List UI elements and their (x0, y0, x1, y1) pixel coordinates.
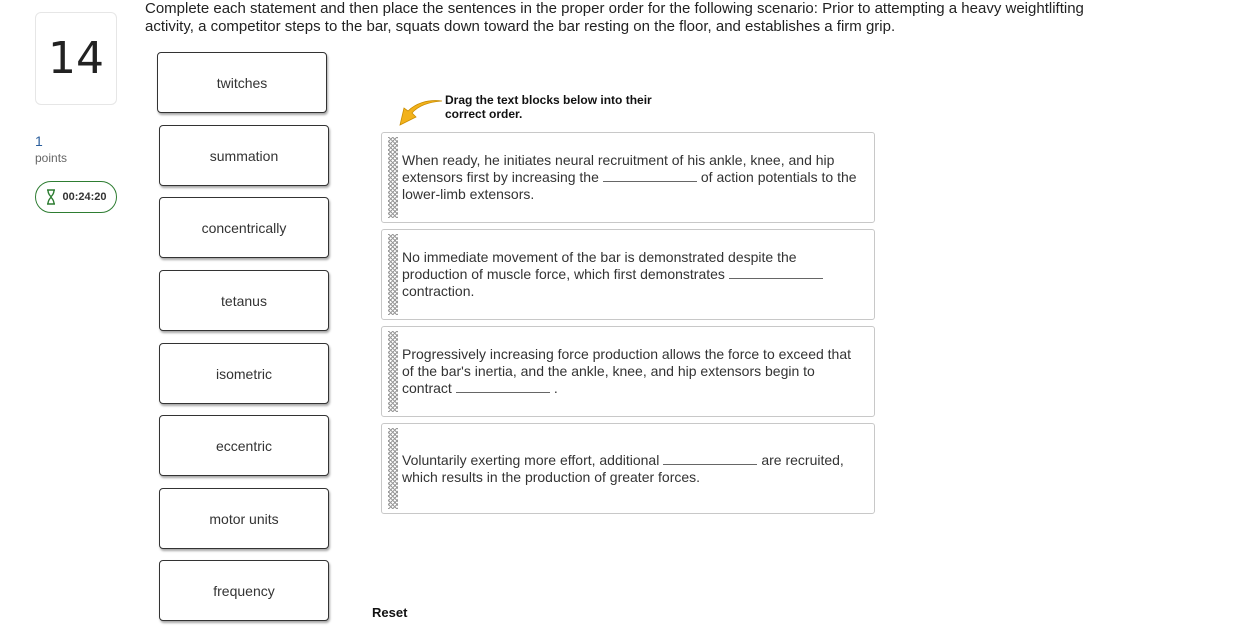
word-chip-isometric[interactable]: isometric (159, 343, 329, 404)
drag-handle-icon[interactable] (388, 137, 398, 218)
sentence-1-text-before: When ready, he initiates neural recruitment of his ankle, knee, and hip extensors first by increasing the (402, 152, 835, 185)
sentence-block-4[interactable] (381, 423, 875, 514)
sentence-4-text-before: Voluntarily exerting more effort, additional (402, 451, 660, 468)
hourglass-icon (45, 189, 57, 205)
blank-drop-zone-1[interactable] (603, 169, 697, 182)
word-chip-motor-units[interactable]: motor units (159, 488, 329, 549)
word-chip-twitches[interactable]: twitches (157, 52, 327, 113)
drag-handle-icon[interactable] (388, 428, 398, 509)
word-chip-tetanus[interactable]: tetanus (159, 270, 329, 331)
drag-instructions: Drag the text blocks below into their correct order. (445, 93, 652, 121)
word-chip-concentrically[interactable]: concentrically (159, 197, 329, 258)
sentence-block-3[interactable] (381, 326, 875, 417)
sentence-block-2[interactable] (381, 229, 875, 320)
sentence-2-text-before: No immediate movement of the bar is demonstrated despite the production of muscle force, which first demonstrates (402, 249, 797, 282)
arrow-icon (398, 98, 444, 128)
timer-text: 00:24:20 (62, 191, 107, 203)
word-chip-frequency[interactable]: frequency (159, 560, 329, 621)
word-chip-eccentric[interactable]: eccentric (159, 415, 329, 476)
blank-drop-zone-2[interactable] (729, 266, 823, 279)
sentence-3-text-before: Progressively increasing force production allows the force to exceed that of the bar's inertia, and the ankle, knee, and hip extensors begin to contract (402, 346, 852, 396)
drag-handle-icon[interactable] (388, 331, 398, 412)
word-chip-summation[interactable]: summation (159, 125, 329, 186)
sentence-2-text-after: contraction. (402, 283, 475, 299)
blank-drop-zone-3[interactable] (456, 380, 550, 393)
reset-button[interactable]: Reset (372, 605, 408, 620)
question-number: 14 (35, 12, 117, 105)
sentence-4-text-after: are recruited, which results in the production of greater forces. (402, 451, 844, 485)
timer-badge[interactable] (35, 181, 117, 213)
drag-handle-icon[interactable] (388, 234, 398, 315)
points-value: 1 (35, 133, 43, 149)
sentence-block-1[interactable] (381, 132, 875, 223)
sentence-3-text-after: . (553, 380, 558, 396)
question-prompt: Complete each statement and then place the sentences in the proper order for the following scenario: Prior to attempting a heavy weightlifting activity, a competitor steps to the bar, squats down toward the bar resting on the floor, and establishes a firm grip. (145, 0, 1084, 35)
blank-drop-zone-4[interactable] (663, 452, 757, 465)
sentence-1-text-after: of action potentials to the lower-limb extensors. (402, 169, 857, 202)
points-label: points (35, 151, 68, 165)
